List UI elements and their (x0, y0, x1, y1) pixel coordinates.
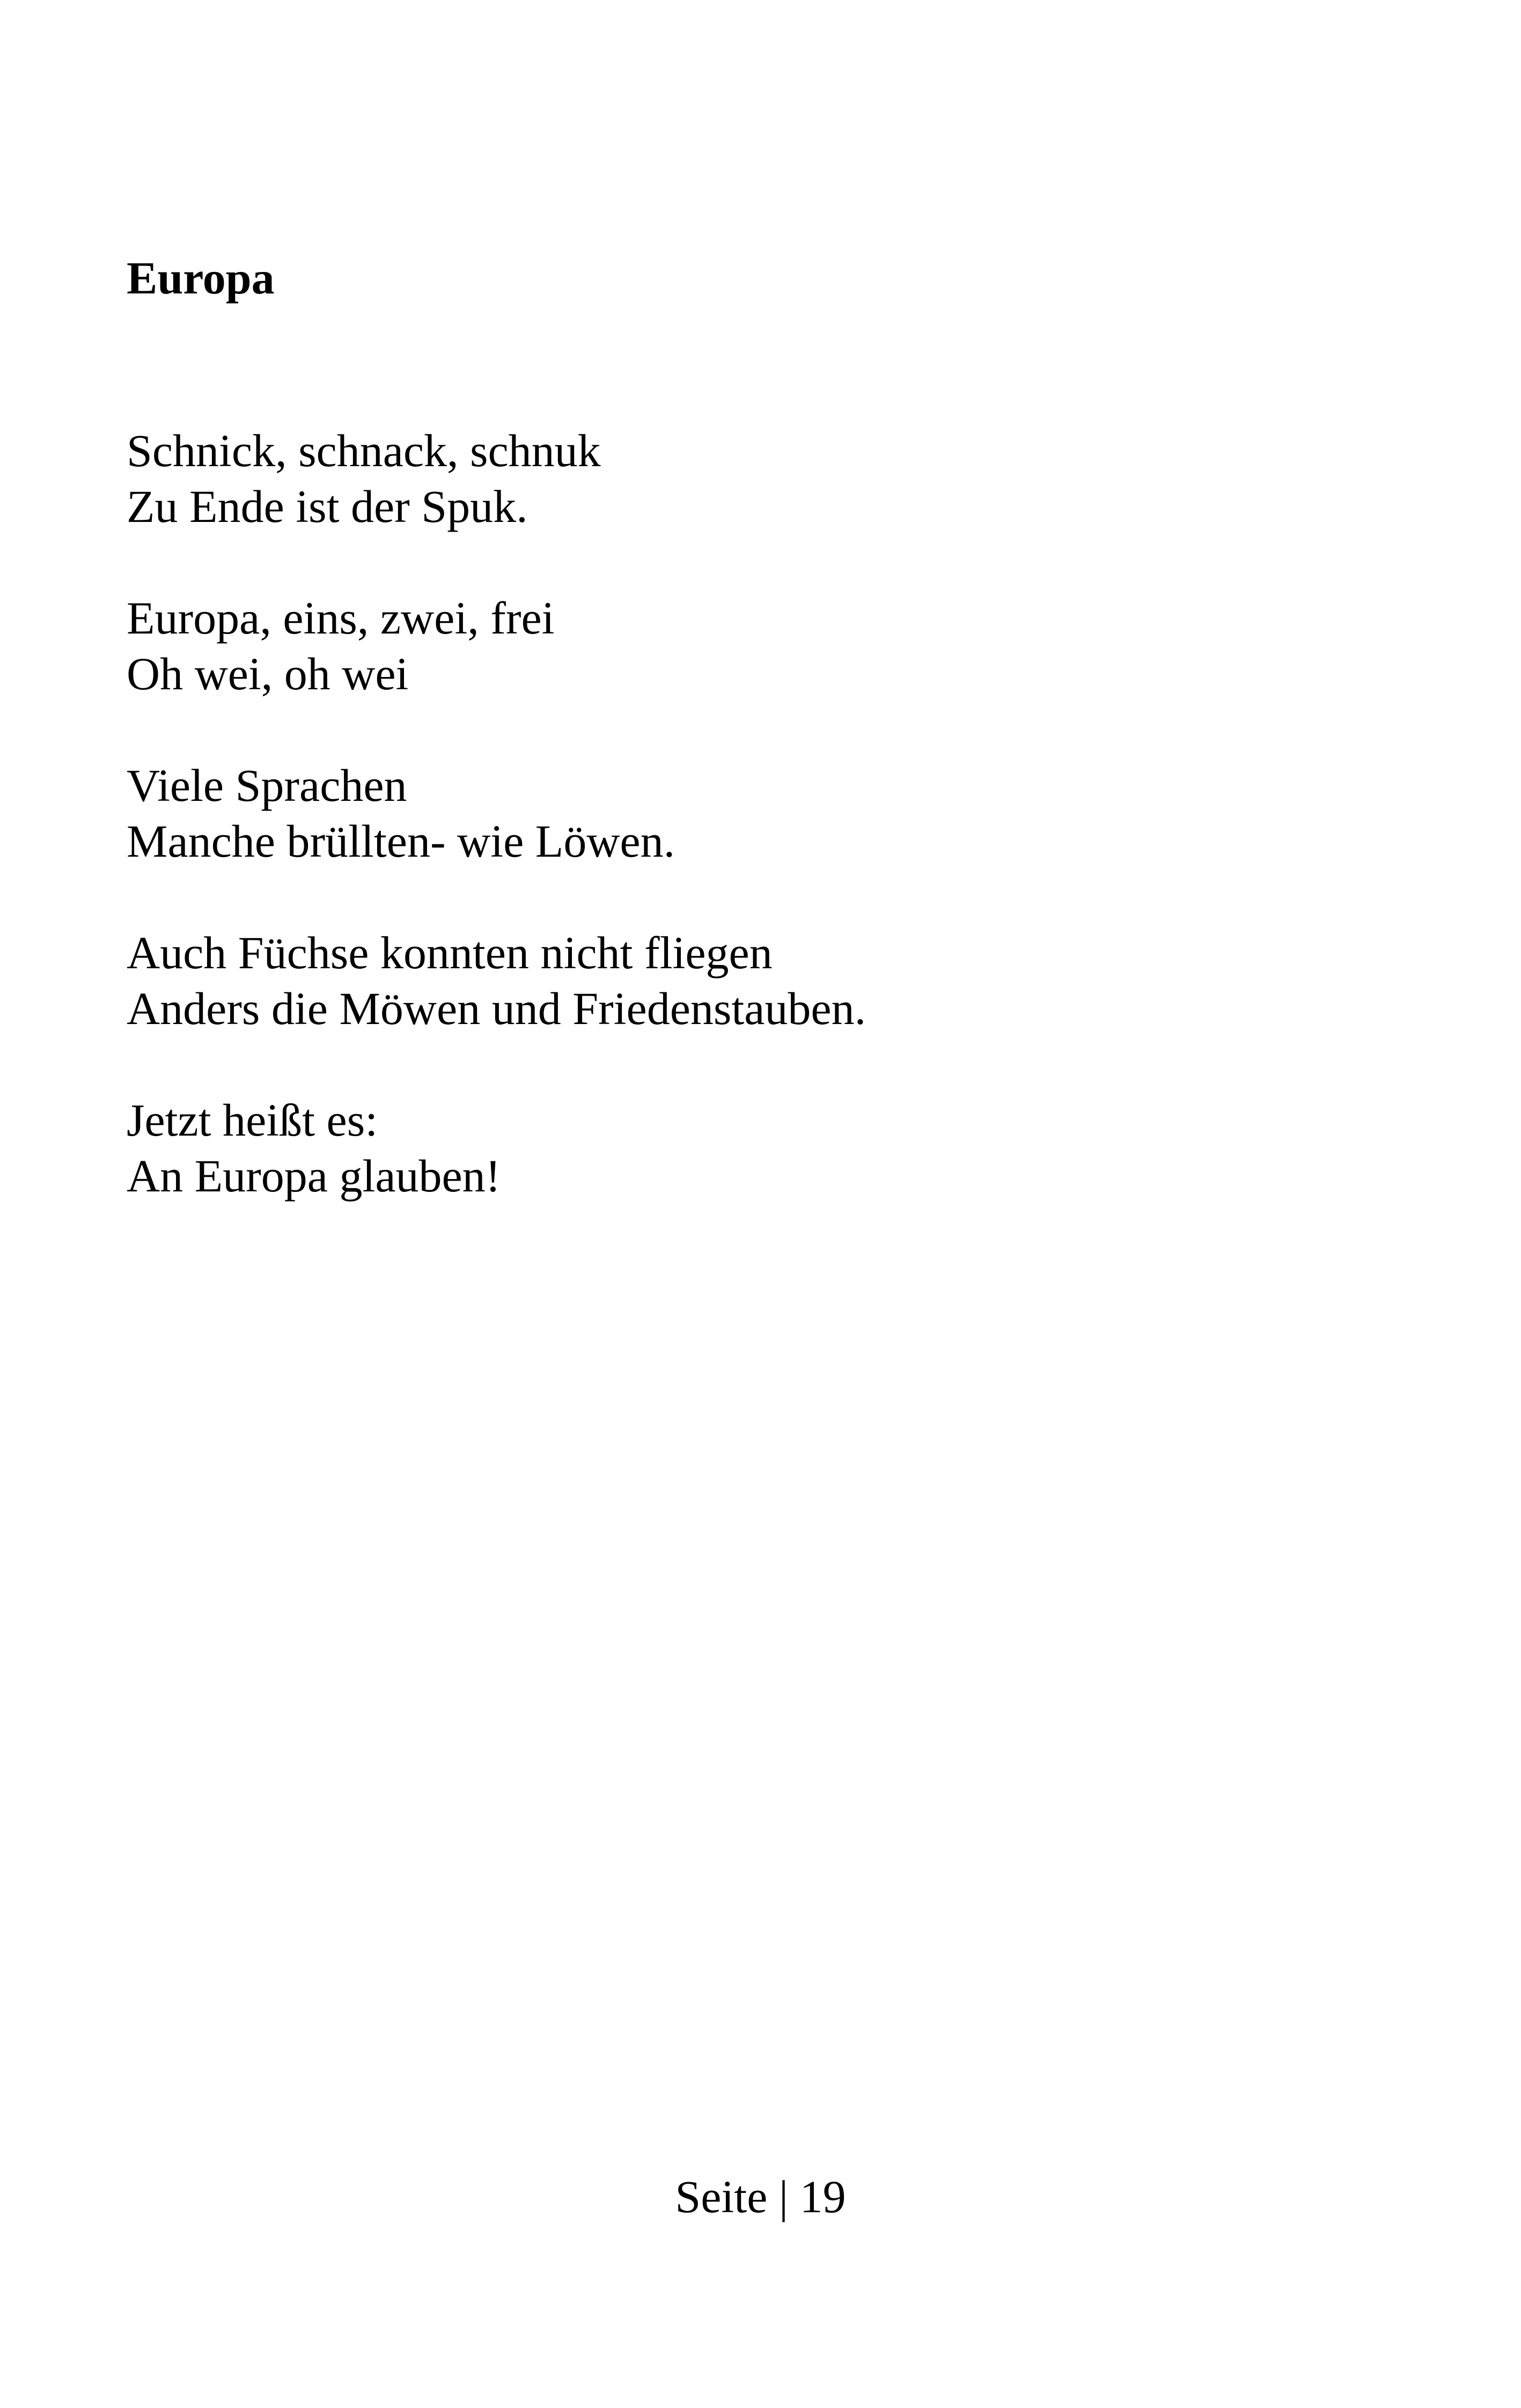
poem-line: An Europa glauben! (127, 1150, 501, 1202)
poem-line: Schnick, schnack, schnuk (127, 425, 601, 476)
poem-line: Anders die Möwen und Friedenstauben. (127, 983, 866, 1034)
stanza-4 (127, 925, 866, 1036)
stanza-1 (127, 423, 866, 534)
stanza-3 (127, 757, 866, 869)
stanza-2 (127, 590, 866, 702)
poem-title: Europa (127, 252, 275, 304)
stanza-5 (127, 1092, 866, 1204)
poem-line: Viele Sprachen (127, 760, 407, 811)
poem-line: Zu Ende ist der Spuk. (127, 481, 528, 532)
page-number-footer: Seite | 19 (675, 2171, 846, 2222)
poem-line: Europa, eins, zwei, frei (127, 592, 555, 644)
poem-line: Auch Füchse konnten nicht fliegen (127, 927, 773, 978)
poem-body (127, 423, 866, 1260)
poem-line: Jetzt heißt es: (127, 1094, 378, 1146)
poem-line: Oh wei, oh wei (127, 648, 409, 699)
poem-line: Manche brüllten- wie Löwen. (127, 815, 675, 867)
